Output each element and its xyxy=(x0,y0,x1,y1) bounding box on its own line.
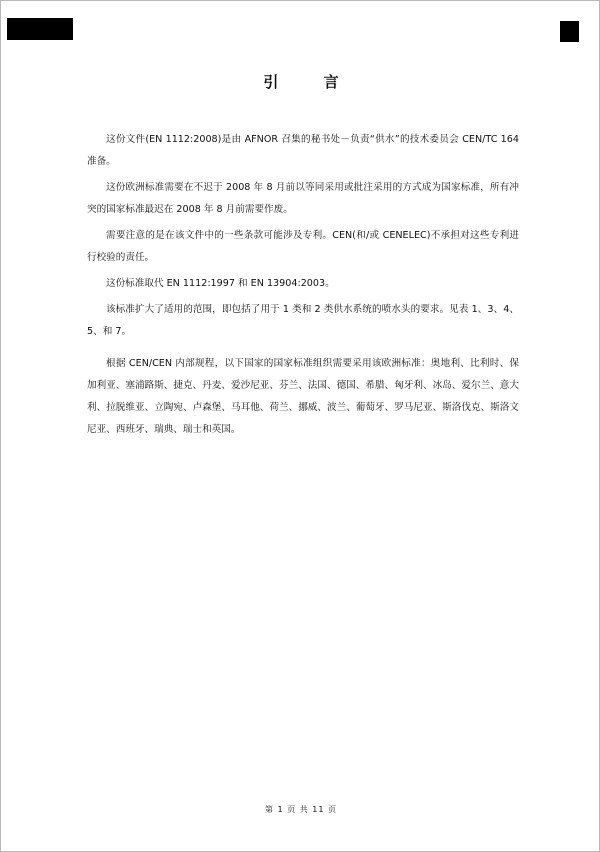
paragraph: 需要注意的是在该文件中的一些条款可能涉及专利。CEN(和/或 CENELEC)不承担对这些专利进行校验的责任。 xyxy=(87,230,519,263)
redaction-block-right xyxy=(560,21,579,42)
paragraph: 这份文件(EN 1112:2008)是由 AFNOR 召集的秘书处－负责“供水”的技术委员会 CEN/TC 164 准备。 xyxy=(87,134,519,167)
document-body xyxy=(87,129,519,445)
paragraph: 该标准扩大了适用的范围，即包括了用于 1 类和 2 类供水系统的喷水头的要求。见表 1、3、4、5、和 7。 xyxy=(87,304,519,337)
paragraph: 这份欧洲标准需要在不迟于 2008 年 8 月前以等同采用或批注采用的方式成为国家标准，所有冲突的国家标准最迟在 2008 年 8 月前需要作废。 xyxy=(87,182,519,215)
page-title: 引 言 xyxy=(263,73,359,91)
page-footer: 第 1 页 共 11 页 xyxy=(265,805,337,814)
redaction-block-left xyxy=(7,18,73,40)
paragraph: 这份标准取代 EN 1112:1997 和 EN 13904:2003。 xyxy=(106,278,335,289)
paragraph: 根据 CEN/CEN 内部规程，以下国家的国家标准组织需要采用该欧洲标准：奥地利、比利时、保加利亚、塞浦路斯、捷克、丹麦、爱沙尼亚、芬兰、法国、德国、希腊、匈牙利、冰岛、爱尔兰、意大利、拉脱维亚、立陶宛、卢森堡、马耳他、荷兰、挪威、波兰、葡萄牙、罗马尼亚、斯洛伐克、斯洛文尼亚、西班牙、瑞典、瑞士和英国。 xyxy=(87,358,519,435)
